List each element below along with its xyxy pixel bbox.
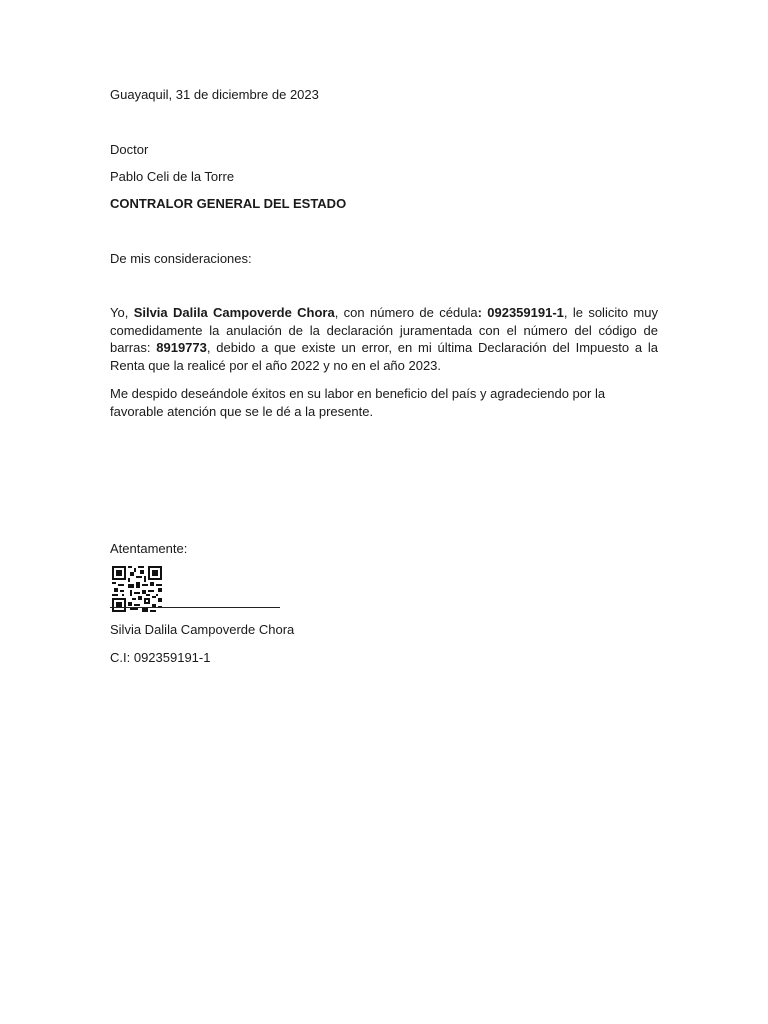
- recipient-position: CONTRALOR GENERAL DEL ESTADO: [110, 196, 347, 211]
- signature-id: C.I: 092359191-1: [110, 650, 211, 665]
- signer-name-inline: Silvia Dalila Campoverde Chora: [133, 305, 335, 320]
- body-paragraph-1: [110, 304, 658, 374]
- barcode-number: 8919773: [156, 340, 207, 355]
- body-text: Yo,: [110, 305, 134, 320]
- qr-code-signature-icon: [112, 566, 162, 612]
- recipient-title: Doctor: [110, 142, 149, 157]
- recipient-name: Pablo Celi de la Torre: [110, 169, 235, 184]
- cedula-number: 092359191-1: [487, 305, 564, 320]
- place-date: Guayaquil, 31 de diciembre de 2023: [110, 87, 319, 102]
- salutation: De mis consideraciones:: [110, 251, 252, 266]
- closing: Atentamente:: [110, 541, 188, 556]
- signature-line: [110, 607, 280, 608]
- body-text: , debido a que existe un error, en mi última Declaración del Impuesto a la Renta que la realicé por el año 2022 y no en el año 2023.: [110, 340, 658, 373]
- body-text: , le solicito muy comedidamente la anulación de la declaración juramentada con el número del código de barras:: [110, 305, 658, 355]
- signature-name: Silvia Dalila Campoverde Chora: [110, 622, 295, 637]
- body-text: , con número de cédula: [334, 305, 478, 320]
- body-paragraph-2: Me despido deseándole éxitos en su labor en beneficio del país y agradeciendo por la favorable atención que se le dé a la presente.: [110, 386, 606, 419]
- body-text-bold: :: [477, 305, 488, 320]
